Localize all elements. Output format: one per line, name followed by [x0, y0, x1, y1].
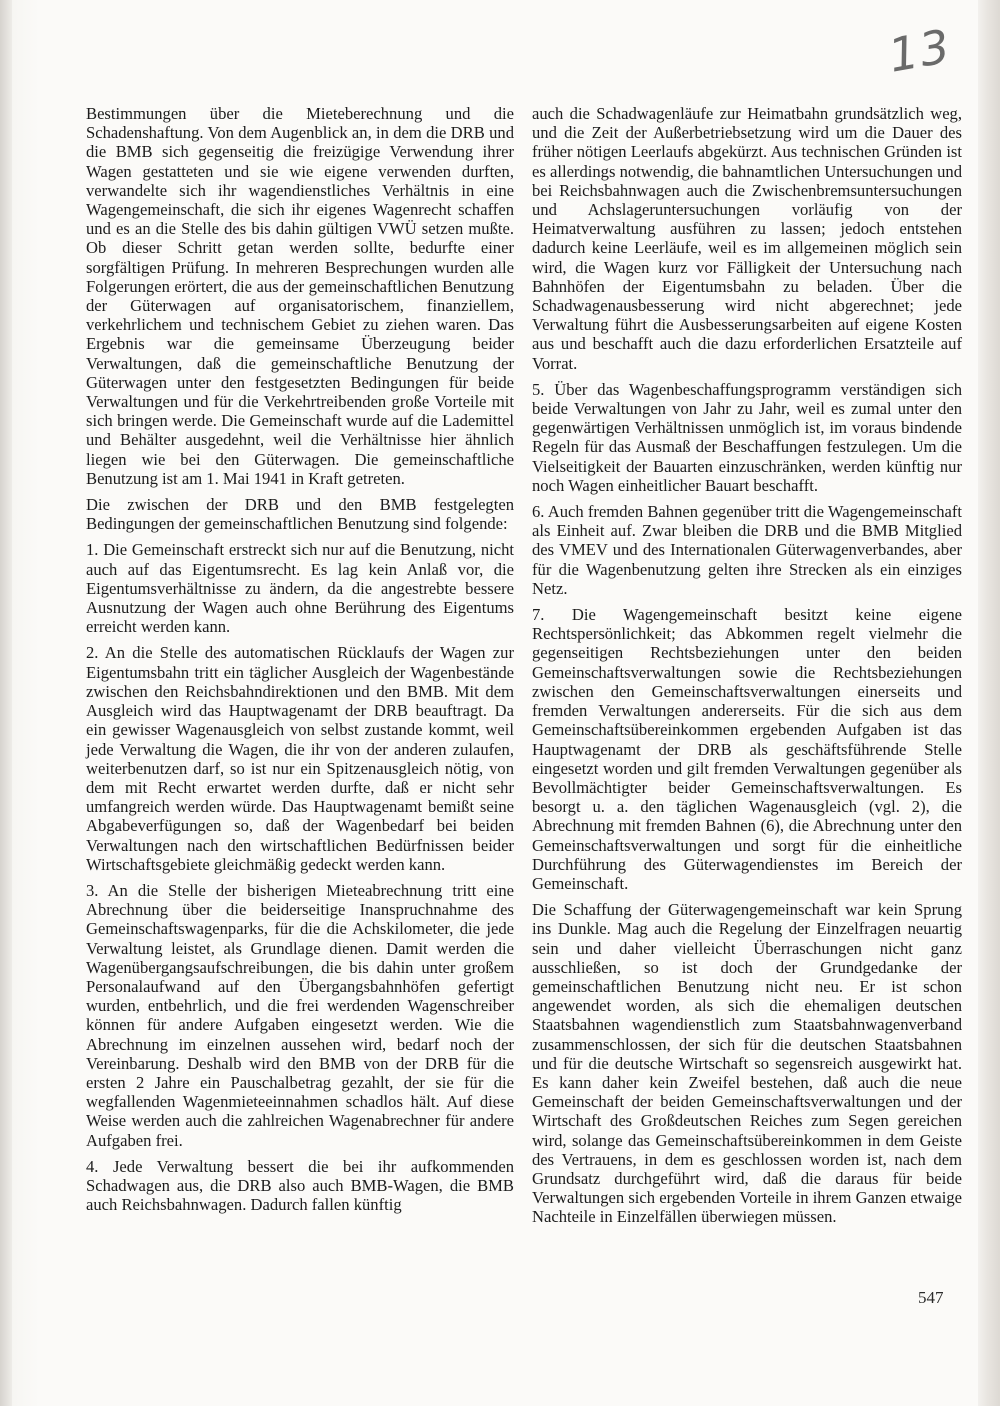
paragraph: Bestimmungen über die Mieteberechnung und die Schadenshaftung. Von dem Augenblick an, in dem die DRB und die BMB sich gegenseitig die freizügige Verwendung ihrer Wagen gestatteten und sie wie eigene verwenden durften, verwandelte sich ihr wagendienstliches Verhältnis in eine Wagengemeinschaft, die sich ihr eigenes Wagenrecht schaffen und es an die Stelle des bis dahin gültigen VWÜ setzen mußte. Ob dieser Schritt getan werden sollte, bedurfte einer sorgfältigen Prüfung. In mehreren Besprechungen wurden alle Folgerungen erörtert, die aus der gemeinschaftlichen Benutzung der Güterwagen auf organisatorischem, finanziellem, verkehrlichem und technischem Gebiet zu ziehen waren. Das Ergebnis war die gemeinsame Überzeugung beider Verwaltungen, daß die gemeinschaftliche Benutzung der Güterwagen unter den festgesetzten Bedingungen für beide Verwaltungen und für die Verkehrtreibenden große Vorteile mit sich bringen werde. Die Gemeinschaft wurde auf die Lademittel und Behälter ausgedehnt, weil die Verhältnisse hier ähnlich liegen wie bei den Güterwagen. Die gemeinschaftliche Benutzung ist am 1. Mai 1941 in Kraft getreten.: [86, 104, 514, 488]
page-left-edge: [0, 0, 12, 1406]
paragraph: 7. Die Wagengemeinschaft besitzt keine eigene Rechtspersönlichkeit; das Abkommen regelt vielmehr die gegenseitigen Rechtsbeziehungen unter den beiden Gemeinschaftsverwaltungen sowie die Rechtsbeziehungen zwischen den Gemeinschaftsverwaltungen einerseits und fremden Verwaltungen andererseits. Für die sich aus dem Gemeinschaftsübereinkommen ergebenden Aufgaben ist das Hauptwagenamt der DRB als geschäftsführende Stelle eingesetzt worden und gilt fremden Verwaltungen gegenüber als Bevollmächtigter beider Gemeinschaftsverwaltungen. Es besorgt u. a. den täglichen Wagenausgleich (vgl. 2), die Abrechnung mit fremden Bahnen (6), die Abrechnung unter den Gemeinschaftsverwaltungen und sorgt für die einheitliche Durchführung des Güterwagendienstes im Bereich der Gemeinschaft.: [532, 605, 962, 893]
handwritten-folio-number: 13: [884, 18, 956, 83]
right-text-column: [532, 104, 962, 1234]
left-text-column: [86, 104, 514, 1221]
page-right-edge: [978, 0, 1000, 1406]
paragraph: 5. Über das Wagenbeschaffungsprogramm verständigen sich beide Verwaltungen von Jahr zu Jahr, weil es zumal unter den gegenwärtigen Verhältnissen unmöglich ist, im voraus bindende Regeln für das Ausmaß der Beschaffungen festzulegen. Um die Vielseitigkeit der Bauarten einzuschränken, werden künftig nur noch Wagen einheitlicher Bauart beschafft.: [532, 379, 962, 495]
paragraph: Die Schaffung der Güterwagengemeinschaft war kein Sprung ins Dunkle. Mag auch die Regelung der Einzelfragen neuartig sein und daher vielleicht Überraschungen nicht ganz ausschließen, so ist doch der Grundgedanke der gemeinschaftlichen Benutzung nicht neu. Er ist schon angewendet worden, als sich die ehemaligen deutschen Staatsbahnen wagendienstlich zum Staatsbahnwagenverband zusammenschlossen, der sich für die deutschen Staatsbahnen und für die deutsche Wirtschaft so segensreich ausgewirkt hat. Es kann daher kein Zweifel bestehen, daß auch die neue Gemeinschaft der beiden Gemeinschaftsverwaltungen und der Wirtschaft des Großdeutschen Reiches zum Segen gereichen wird, solange das Gemeinschaftsübereinkommen in dem Geiste des Vertrauens, in dem es geschlossen worden ist, nach dem Grundsatz durchgeführt wird, daß die daraus für beide Verwaltungen sich ergebenden Vorteile in ihrem Ganzen etwaige Nachteile in Einzelfällen überwiegen müssen.: [532, 900, 962, 1227]
paragraph: 1. Die Gemeinschaft erstreckt sich nur auf die Benutzung, nicht auch auf das Eigentumsrecht. Es lag kein Anlaß vor, die Eigentumsverhältnisse zu ändern, da die angestrebte bessere Ausnutzung der Wagen auch ohne Berührung des Eigentums erreicht werden kann.: [86, 540, 514, 637]
paragraph: Die zwischen der DRB und den BMB festgelegten Bedingungen der gemeinschaftlichen Benutzung sind folgende:: [86, 495, 514, 534]
paragraph: 2. An die Stelle des automatischen Rücklaufs der Wagen zur Eigentumsbahn tritt ein täglicher Ausgleich der Wagenbestände zwischen den Reichsbahndirektionen und den BMB. Mit dem Ausgleich wird das Hauptwagenamt der DRB beauftragt. Da ein gewisser Wagenausgleich von selbst zustande kommt, weil jede Verwaltung die Wagen, die ihr von der anderen zulaufen, weiterbenutzen darf, so ist nur ein Spitzenausgleich nötig, von dem mit Recht erwartet werden durfte, daß er nicht sehr umfangreich werden würde. Das Hauptwagenamt bemißt seine Abgabeverfügungen so, daß der Wagenbedarf bei beiden Verwaltungen nach den wirtschaftlichen Bedürfnissen beider Wirtschaftsgebiete gleichmäßig gedeckt werden kann.: [86, 643, 514, 874]
paragraph: 4. Jede Verwaltung bessert die bei ihr aufkommenden Schadwagen aus, die DRB also auch BMB-Wagen, die BMB auch Reichsbahnwagen. Dadurch fallen künftig: [86, 1156, 514, 1215]
paragraph: auch die Schadwagenläufe zur Heimatbahn grundsätzlich weg, und die Zeit der Außerbetriebsetzung wird um die Dauer des früher nötigen Leerlaufs abgekürzt. Aus technischen Gründen ist es allerdings notwendig, die bahnamtlichen Untersuchungen und bei Reichsbahnwagen auch die Zwischenbremsuntersuchungen und Achslageruntersuchungen vorläufig von der Heimatverwaltung ausführen zu lassen; jedoch entstehen dadurch keine Leerläufe, weil es im allgemeinen möglich sein wird, die Wagen kurz vor Fälligkeit der Untersuchung nach Bahnhöfen der Eigentumsbahn zu beladen. Über die Schadwagenausbesserung wird nicht abgerechnet; jede Verwaltung führt die Ausbesserungsarbeiten auf eigene Kosten aus und beschafft auch die dazu erforderlichen Ersatzteile auf Vorrat.: [532, 104, 962, 373]
page-number: 547: [918, 1288, 944, 1307]
paragraph: 3. An die Stelle der bisherigen Mieteabrechnung tritt eine Abrechnung über die beiderseitige Inanspruchnahme des Gemeinschaftswagenparks, für die die Achskilometer, die jede Verwaltung leistet, als Grundlage dienen. Damit werden die Wagenübergangsaufschreibungen, die bis dahin unter großem Personalaufwand auf den Übergangsbahnhöfen gefertigt wurden, entbehrlich, und die frei werdenden Wagenschreiber können für andere Aufgaben eingesetzt werden. Wie die Abrechnung im einzelnen aussehen wird, bedarf noch der Vereinbarung. Deshalb wird den BMB von der DRB für die ersten 2 Jahre ein Pauschalbetrag gezahlt, der sie für die wegfallenden Wagenmieteeinnahmen schadlos hält. Auf diese Weise werden auch die zahlreichen Wagenabrechner für andere Aufgaben frei.: [86, 880, 514, 1150]
paragraph: 6. Auch fremden Bahnen gegenüber tritt die Wagengemeinschaft als Einheit auf. Zwar bleiben die DRB und die BMB Mitglied des VMEV und des Internationalen Güterwagenverbandes, aber für die Wagenbenutzung gelten ihre Strecken als ein einziges Netz.: [532, 502, 962, 598]
